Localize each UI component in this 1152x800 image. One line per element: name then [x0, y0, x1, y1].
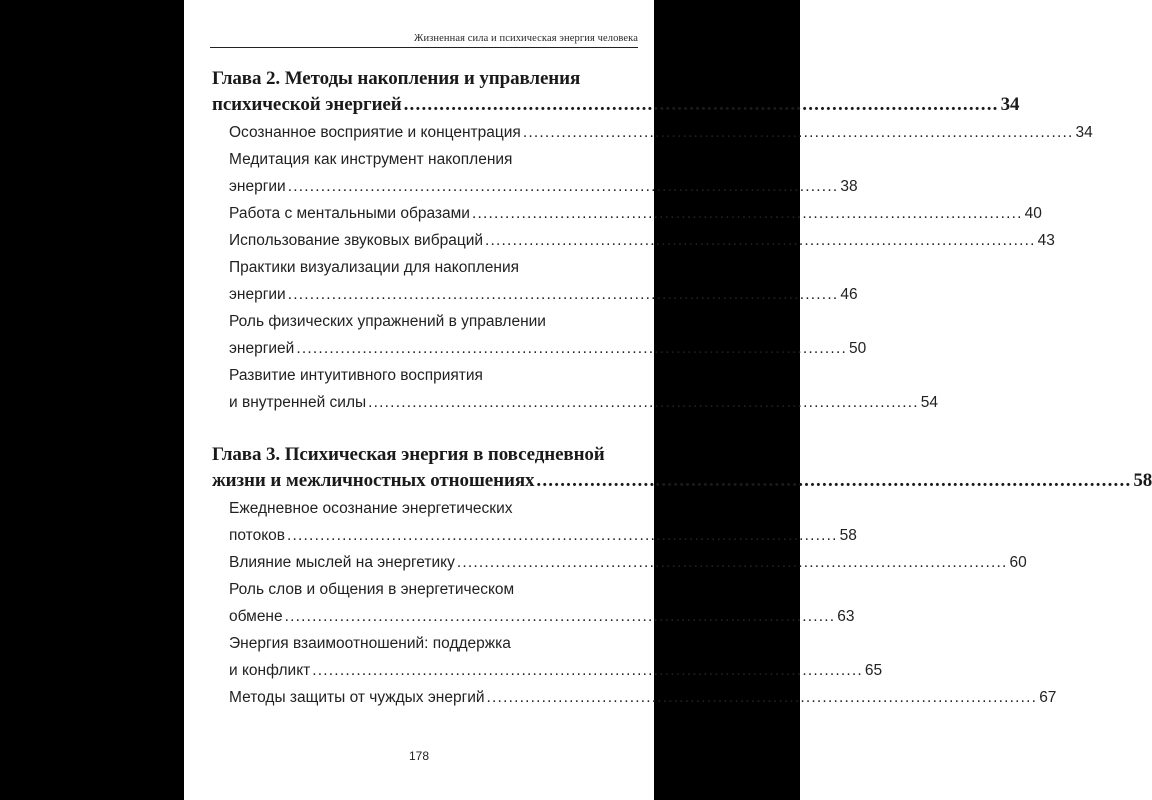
dot-leader: .................................................................................................... — [471, 205, 1023, 222]
toc-section — [229, 200, 1042, 227]
page-ref: 63 — [837, 608, 855, 625]
section-title-line1: Энергия взаимоотношений: поддержка — [229, 635, 511, 652]
section-title: Использование звуковых вибраций — [229, 232, 484, 249]
section-title: Работа с ментальными образами — [229, 205, 470, 222]
toc-section — [229, 684, 1057, 711]
toc-section — [229, 362, 939, 416]
dot-leader: .................................................................................................... — [287, 527, 838, 544]
dot-leader: .................................................................................................... — [485, 232, 1036, 249]
section-title: энергии — [229, 286, 286, 303]
dot-leader: .................................................................................................... — [456, 554, 1008, 571]
chapter-2-heading — [212, 66, 1020, 118]
section-title: обмене — [229, 608, 283, 625]
dot-leader: .................................................................................................... — [284, 608, 836, 625]
section-title-line1: Роль слов и общения в энергетическом — [229, 581, 515, 598]
section-title: потоков — [229, 527, 286, 544]
chapter-2-block — [212, 66, 1093, 416]
section-title: Осознанное восприятие и концентрация — [229, 124, 521, 141]
section-title: энергии — [229, 178, 286, 195]
page-ref: 58 — [1133, 470, 1152, 491]
dot-leader: .................................................................................................... — [522, 124, 1074, 141]
chapter-title-line2 — [212, 92, 1020, 118]
section-title: и внутренней силы — [229, 394, 367, 411]
running-header: Жизненная сила и психическая энергия человека — [210, 33, 638, 48]
page-ref: 54 — [920, 394, 939, 411]
page-number: 178 — [408, 749, 430, 763]
section-title-line1: Развитие интуитивного восприятия — [229, 367, 483, 384]
page-ref: 34 — [1075, 124, 1093, 141]
section-title: Методы защиты от чуждых энергий — [229, 689, 485, 706]
section-title-line1: Роль физических упражнений в управлении — [229, 313, 546, 330]
toc-section — [229, 308, 867, 362]
toc-section — [229, 630, 883, 684]
toc-section — [229, 146, 858, 200]
chapter-3-heading — [212, 442, 1152, 494]
chapter-title-line2 — [212, 468, 1152, 494]
page-ref: 67 — [1039, 689, 1057, 706]
dot-leader: .................................................................................................... — [287, 178, 839, 195]
dot-leader: .................................................................................................... — [368, 394, 919, 411]
chapter-title-text: психической энергией — [212, 94, 402, 115]
table-of-contents — [212, 66, 1152, 711]
toc-section — [229, 227, 1055, 254]
page-ref: 46 — [840, 286, 858, 303]
page-ref: 34 — [1000, 94, 1020, 115]
page-ref: 40 — [1024, 205, 1042, 222]
toc-section — [229, 495, 857, 549]
section-title: Влияние мыслей на энергетику — [229, 554, 455, 571]
dot-leader: .................................................................................................... — [486, 689, 1038, 706]
page-ref: 60 — [1009, 554, 1027, 571]
section-title-line1: Ежедневное осознание энергетических — [229, 500, 513, 517]
page-ref: 38 — [840, 178, 858, 195]
dot-leader: .................................................................................................... — [312, 662, 863, 679]
book-page — [184, 0, 1152, 800]
chapter-2-sections — [212, 119, 1093, 416]
chapter-3-sections — [212, 495, 1057, 711]
dot-leader: .................................................................................................... — [287, 286, 839, 303]
section-title: и конфликт — [229, 662, 311, 679]
chapter-title-text: жизни и межличностных отношениях — [212, 470, 535, 491]
chapter-title-line1: Глава 3. Психическая энергия в повседневной — [212, 444, 605, 465]
section-title-line1: Медитация как инструмент накопления — [229, 151, 513, 168]
section-title-line1: Практики визуализации для накопления — [229, 259, 520, 276]
dot-leader: .................................................................................................... — [536, 470, 1132, 491]
toc-section — [229, 549, 1027, 576]
page-ref: 58 — [839, 527, 857, 544]
page-ref: 50 — [848, 340, 867, 357]
left-black-margin — [0, 0, 184, 800]
chapter-title-line1: Глава 2. Методы накопления и управления — [212, 68, 581, 89]
toc-section — [229, 254, 858, 308]
page-ref: 43 — [1037, 232, 1055, 249]
section-title: энергией — [229, 340, 295, 357]
dot-leader: .................................................................................................... — [403, 94, 999, 115]
page-ref: 65 — [864, 662, 883, 679]
toc-section — [229, 119, 1093, 146]
toc-section — [229, 576, 855, 630]
chapter-3-block — [212, 442, 1152, 711]
dot-leader: .................................................................................................... — [296, 340, 847, 357]
